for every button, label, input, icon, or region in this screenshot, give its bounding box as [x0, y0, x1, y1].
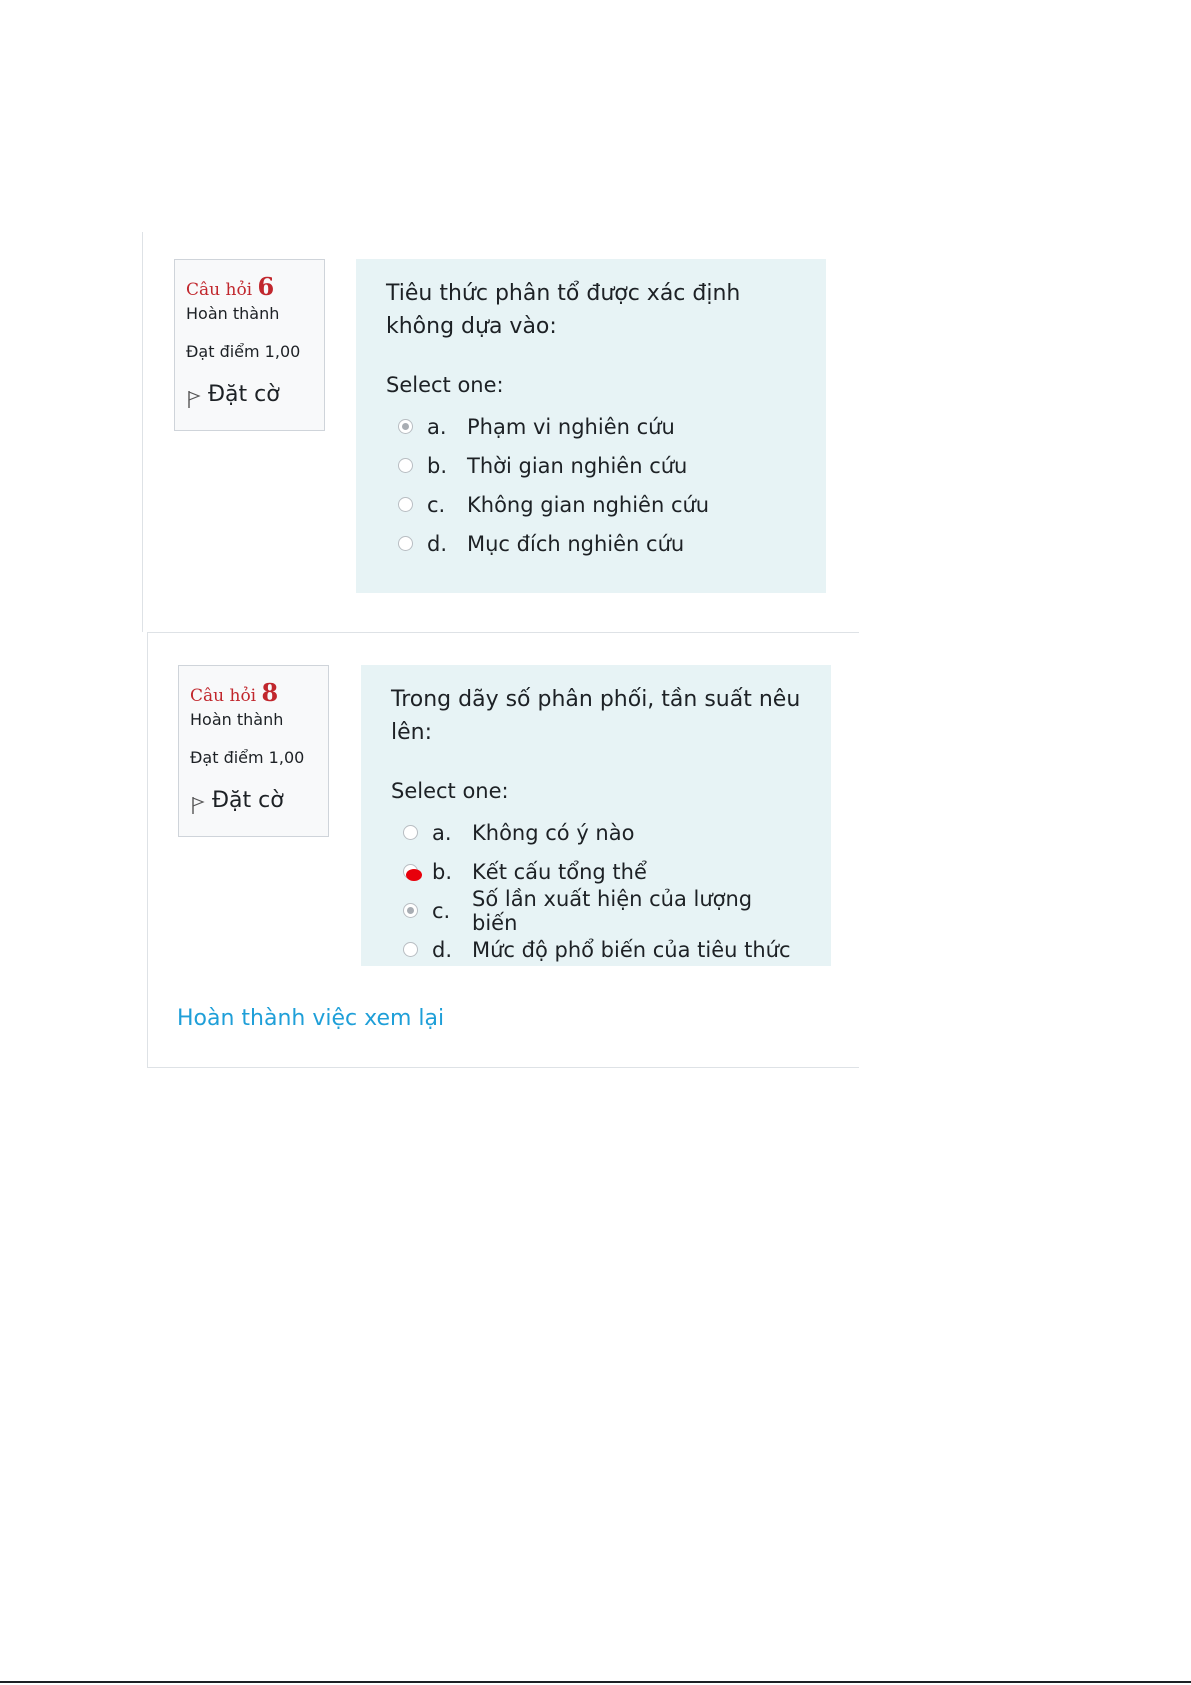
flag-label: Đặt cờ [212, 788, 284, 813]
answer-letter: d. [427, 531, 448, 556]
question-content [361, 665, 831, 966]
question-status: Hoàn thành [190, 710, 284, 729]
question-number [186, 274, 324, 304]
answer-letter: a. [432, 820, 452, 845]
answer-letter: c. [427, 492, 446, 517]
question-grade: Đạt điểm 1,00 [190, 748, 305, 767]
answer-letter: b. [427, 453, 448, 478]
radio-icon[interactable] [398, 497, 413, 512]
question-info [178, 665, 329, 837]
answer-option-d[interactable] [391, 930, 801, 969]
radio-icon[interactable] [403, 825, 418, 840]
answer-text: Mức độ phổ biến của tiêu thức [472, 937, 791, 962]
flag-question-button[interactable] [186, 382, 324, 409]
question-number-value: 6 [257, 272, 275, 301]
answer-letter: a. [427, 414, 447, 439]
question-label: Câu hỏi [190, 686, 257, 706]
answer-option-c[interactable] [391, 886, 801, 935]
question-6-panel [142, 232, 863, 632]
answer-text: Mục đích nghiên cứu [467, 531, 685, 556]
page-divider [0, 1681, 1191, 1683]
answer-option-b[interactable] [391, 852, 801, 891]
red-mark-icon [406, 869, 422, 881]
answer-option-a[interactable] [386, 407, 796, 446]
answer-letter: c. [432, 898, 451, 923]
flag-icon [186, 389, 202, 409]
question-number-value: 8 [261, 678, 279, 707]
flag-label: Đặt cờ [208, 382, 280, 407]
answer-text: Không có ý nào [472, 820, 635, 845]
answer-text: Phạm vi nghiên cứu [467, 414, 675, 439]
radio-icon[interactable] [398, 458, 413, 473]
select-prompt: Select one: [391, 779, 509, 803]
question-content [356, 259, 826, 593]
question-number [190, 680, 328, 710]
answer-text: Thời gian nghiên cứu [467, 453, 688, 478]
answer-option-c[interactable] [386, 485, 796, 524]
select-prompt: Select one: [386, 373, 504, 397]
question-text: Tiêu thức phân tổ được xác định không dựa vào: [386, 281, 741, 339]
answer-letter: d. [432, 937, 453, 962]
radio-icon[interactable] [398, 536, 413, 551]
flag-question-button[interactable] [190, 788, 328, 815]
answer-text: Kết cấu tổng thể [472, 859, 647, 884]
radio-icon[interactable] [403, 903, 418, 918]
answer-letter: b. [432, 859, 453, 884]
question-grade: Đạt điểm 1,00 [186, 342, 301, 361]
answer-text: Không gian nghiên cứu [467, 492, 710, 517]
finish-review-link[interactable]: Hoàn thành việc xem lại [177, 1006, 445, 1031]
radio-icon[interactable] [398, 419, 413, 434]
answer-option-d[interactable] [386, 524, 796, 563]
answer-option-b[interactable] [386, 446, 796, 485]
answer-option-a[interactable] [391, 813, 801, 852]
question-label: Câu hỏi [186, 280, 253, 300]
question-8-panel [147, 632, 859, 1068]
radio-icon[interactable] [403, 864, 418, 879]
question-info [174, 259, 325, 431]
question-status: Hoàn thành [186, 304, 280, 323]
radio-icon[interactable] [403, 942, 418, 957]
flag-icon [190, 795, 206, 815]
question-text: Trong dãy số phân phối, tần suất nêu lên: [391, 687, 801, 745]
answer-text: Số lần xuất hiện của lượng biến [472, 886, 753, 935]
